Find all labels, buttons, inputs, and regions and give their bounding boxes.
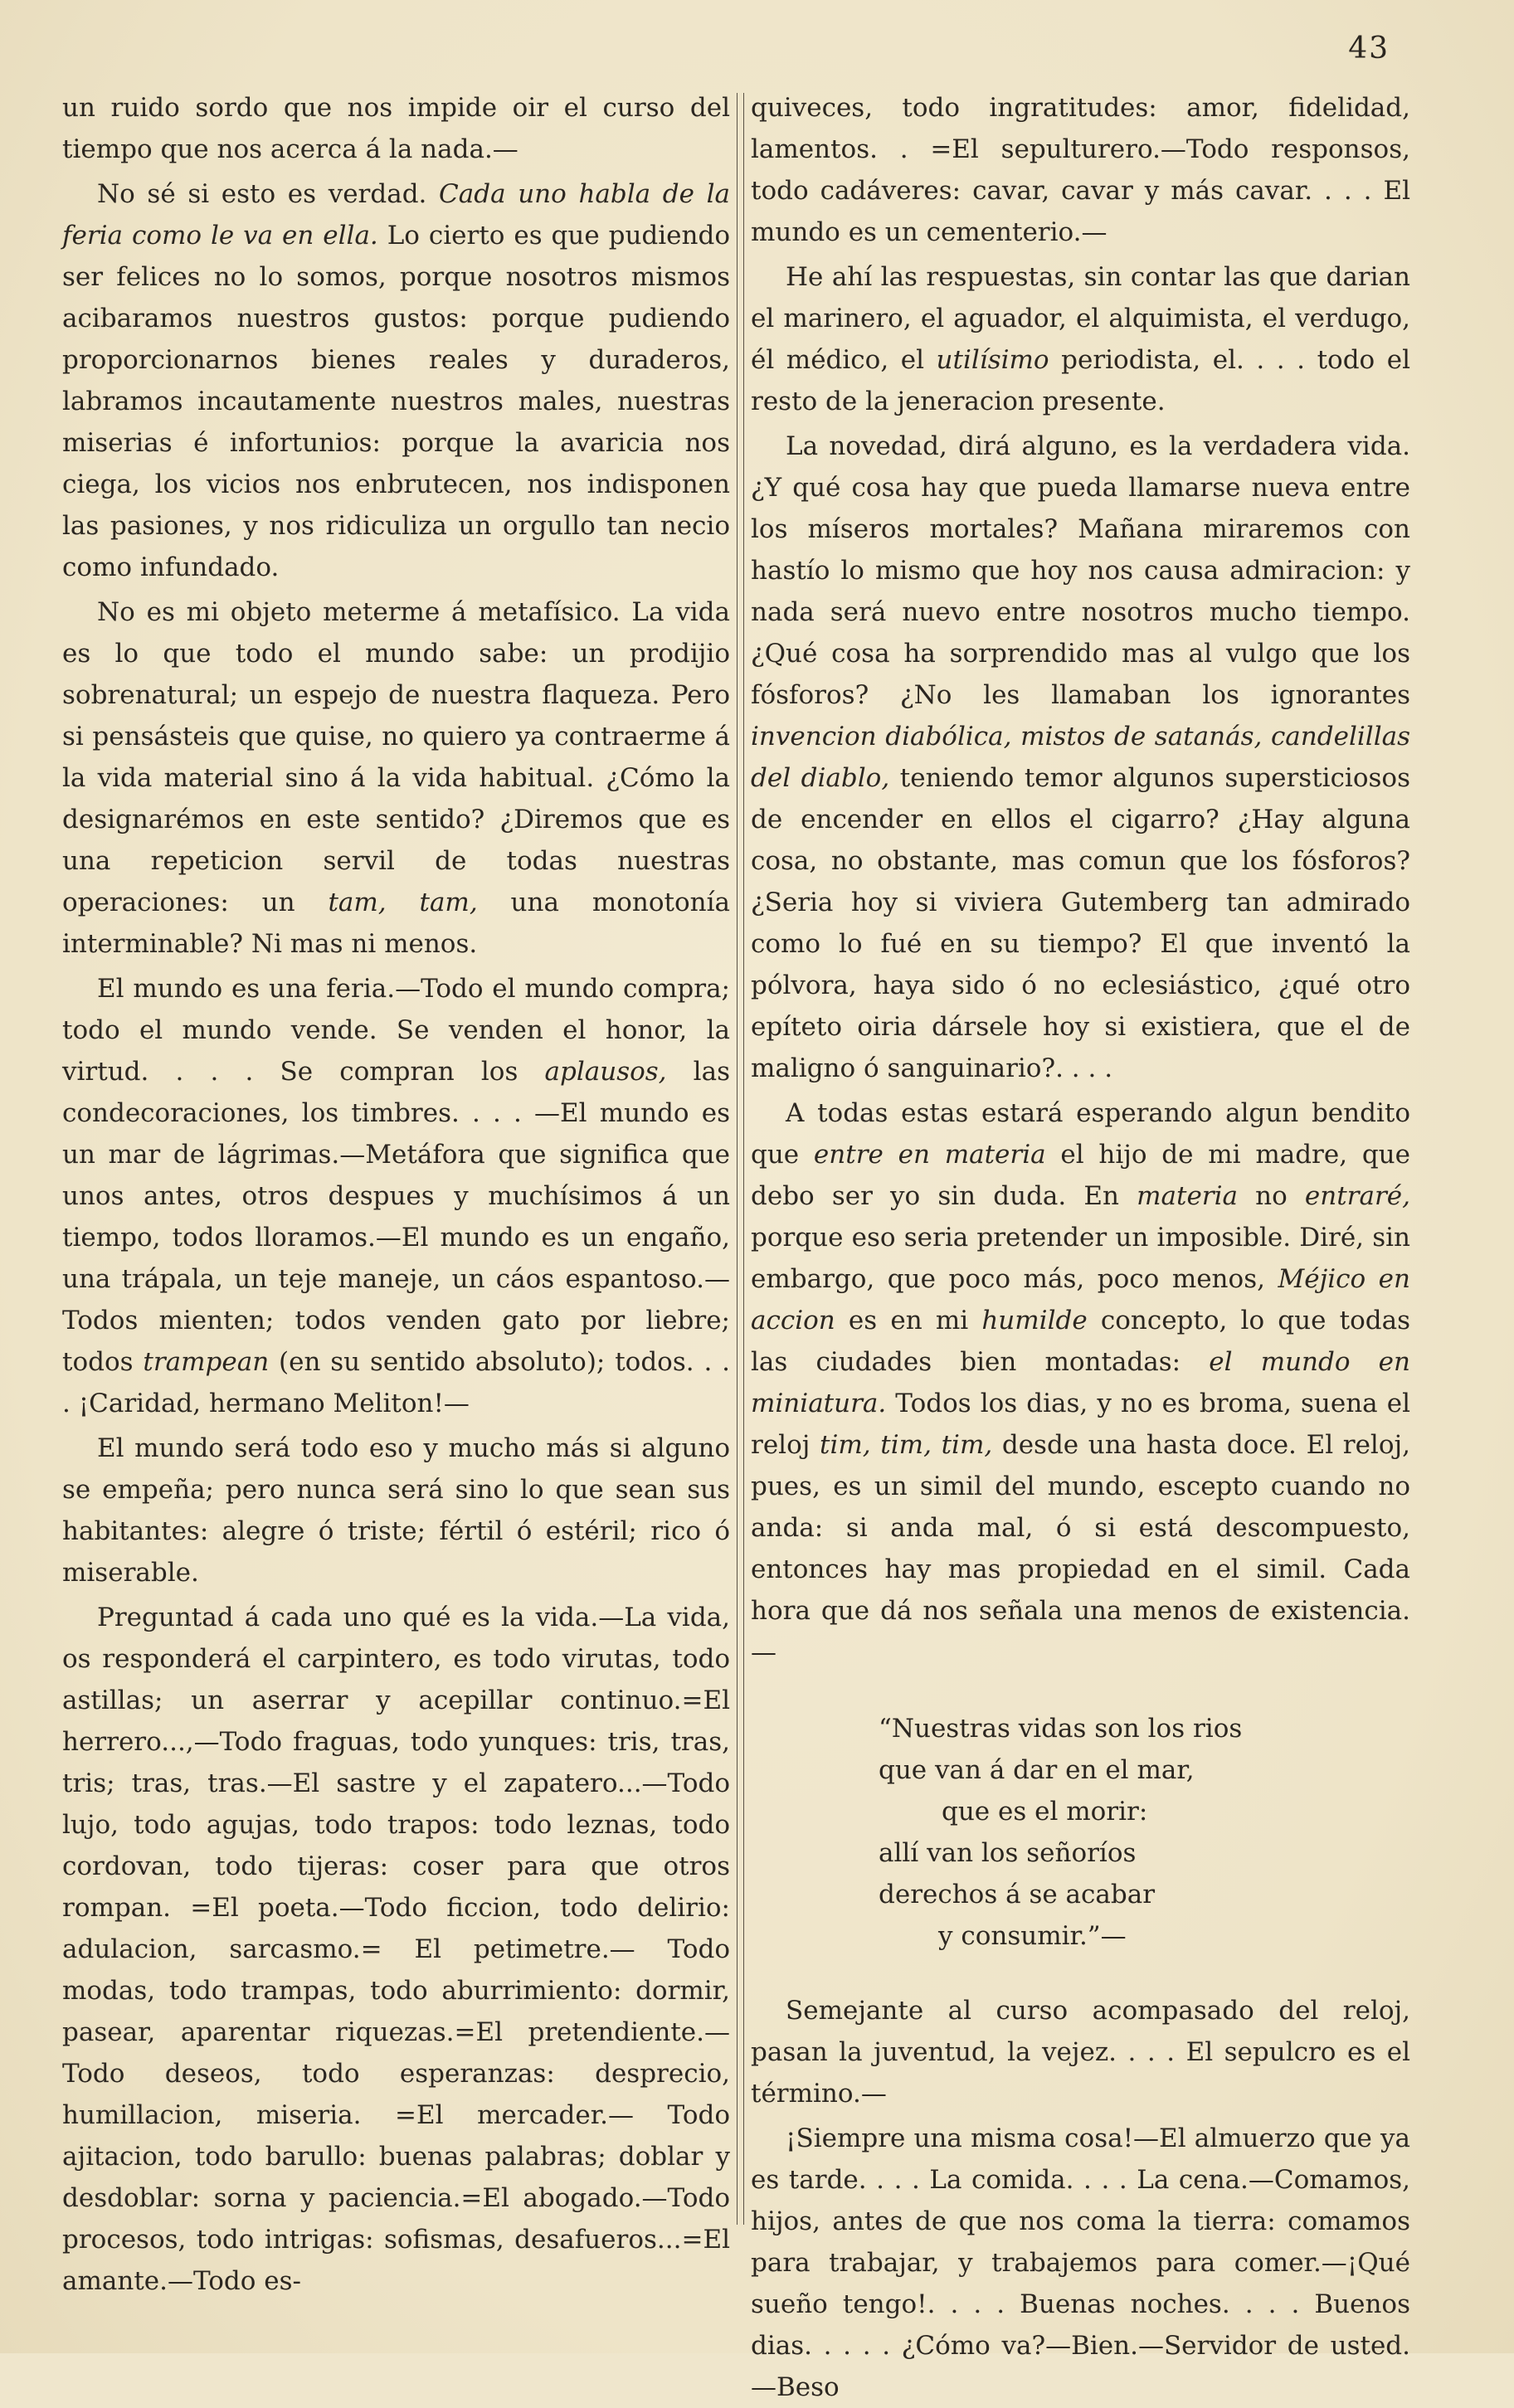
verse-line: “Nuestras vidas son los rios bbox=[879, 1714, 1243, 1744]
text-run: porque eso seria pretender un imposible. Diré, sin embargo, que poco más, poco menos, bbox=[751, 1223, 1410, 1294]
text-run: las condecoraciones, los timbres. . . . —El mundo es un mar de lágrimas.—Metáfora que significa que unos antes, otros despues y muchísimos á un tiempo, todos lloramos.—El mundo es un engaño, una trápala, un teje maneje, un cáos espantoso.—Todos mienten; todos venden gato por liebre; todos bbox=[62, 1057, 730, 1377]
text-run: No es mi objeto meterme á metafísico. La vida es lo que todo el mundo sabe: un prodijio sobrenatural; un espejo de nuestra flaqueza. Pero si pensásteis que quise, no quiero ya contraerme á la vida material sino á la vida habitual. ¿Cómo la designarémos en este sentido? ¿Diremos que es una repeticion servil de todas nuestras operaciones: un bbox=[62, 597, 730, 917]
italic-text: utilísimo bbox=[936, 345, 1049, 375]
italic-text: trampean bbox=[143, 1347, 270, 1377]
verse-line: derechos á se acabar bbox=[879, 1880, 1156, 1909]
paragraph bbox=[751, 1990, 1410, 2114]
italic-text: Cada uno habla de la feria como le va en ella. bbox=[62, 179, 731, 251]
text-run: El mundo será todo eso y mucho más si alguno se empeña; pero nunca será sino lo que sean sus habitantes: alegre ó triste; fértil ó estéril; rico ó miserable. bbox=[62, 1433, 730, 1588]
paragraph bbox=[751, 256, 1410, 422]
text-run: no bbox=[1238, 1181, 1305, 1211]
right-paragraphs-before-verse bbox=[751, 87, 1410, 1673]
text-run: concepto, lo que todas las ciudades bien montadas: bbox=[751, 1306, 1410, 1377]
text-run: Todos los dias, y no es broma, suena el reloj bbox=[751, 1389, 1410, 1460]
text-run: ¡Siempre una misma cosa!—El almuerzo que ya es tarde. . . . La comida. . . . La cena.—Comamos, hijos, antes de que nos coma la tierra: comamos para trabajar, y trabajemos para comer.—¡Qué sueño tengo!. . . . Buenas noches. . . . Buenos dias. . . . . ¿Cómo va?—Bien.—Servidor de usted.—Beso bbox=[751, 2123, 1410, 2402]
italic-text: Méjico en accion bbox=[751, 1264, 1410, 1335]
text-run: A todas estas estará esperando algun bendito que bbox=[751, 1098, 1410, 1170]
verse-quote bbox=[751, 1708, 1410, 1957]
text-run: He ahí las respuestas, sin contar las que darian el marinero, el aguador, el alquimista, el verdugo, él médico, el bbox=[751, 262, 1410, 375]
text-run: Semejante al curso acompasado del reloj, pasan la juventud, la vejez. . . . El sepulcro es el término.— bbox=[751, 1996, 1410, 2109]
verse-line: que es el morir: bbox=[942, 1797, 1148, 1827]
paragraph bbox=[751, 1092, 1410, 1673]
text-run: desde una hasta doce. El reloj, pues, es un simil del mundo, escepto cuando no anda: si anda mal, ó si está descompuesto, entonces hay mas propiedad en el simil. Cada hora que dá nos señala una menos de existencia.— bbox=[751, 1430, 1410, 1667]
paragraph bbox=[62, 173, 730, 588]
verse-line: y consumir.”— bbox=[938, 1921, 1127, 1951]
italic-text: aplausos, bbox=[544, 1057, 667, 1087]
left-column bbox=[62, 87, 730, 2302]
text-run: El mundo es una feria.—Todo el mundo compra; todo el mundo vende. Se venden el honor, la virtud. . . . Se compran los bbox=[62, 974, 730, 1087]
column-divider bbox=[737, 93, 744, 2225]
italic-text: materia bbox=[1137, 1181, 1239, 1211]
italic-text: invencion diabólica, mistos de satanás, candelillas del diablo, bbox=[751, 722, 1410, 793]
verse-line: allí van los señoríos bbox=[879, 1838, 1137, 1868]
text-run: un ruido sordo que nos impide oir el curso del tiempo que nos acerca á la nada.— bbox=[62, 93, 730, 164]
text-run: (en su sentido absoluto); todos. . . . ¡Caridad, hermano Meliton!— bbox=[62, 1347, 730, 1418]
page-number: 43 bbox=[1348, 32, 1390, 66]
text-run: Lo cierto es que pudiendo ser felices no lo somos, porque nosotros mismos acibaramos nuestros gustos: porque pudiendo proporcionarnos bienes reales y duraderos, labramos incautamente nuestros males, nuestras miserias é infortunios: porque la avaricia nos ciega, los vicios nos enbrutecen, nos indisponen las pasiones, y nos ridiculiza un orgullo tan necio como infundado. bbox=[62, 221, 730, 582]
text-run: una monotonía interminable? Ni mas ni menos. bbox=[62, 888, 731, 959]
italic-text: humilde bbox=[981, 1306, 1088, 1335]
italic-text: el mundo en miniatura. bbox=[751, 1347, 1410, 1418]
right-paragraphs-after-verse bbox=[751, 1990, 1410, 2408]
text-run: el hijo de mi madre, que debo ser yo sin duda. En bbox=[751, 1140, 1410, 1211]
italic-text: entraré, bbox=[1304, 1181, 1410, 1211]
text-run: teniendo temor algunos supersticiosos de encender en ellos el cigarro? ¿Hay alguna cosa, no obstante, mas comun que los fósforos? ¿Seria hoy si viviera Gutemberg tan admirado como lo fué en su tiempo? El que inventó la pólvora, haya sido ó no eclesiástico, ¿qué otro epíteto oiria dársele hoy si existiera, que el de maligno ó sanguinario?. . . . bbox=[751, 763, 1410, 1083]
paragraph bbox=[62, 968, 730, 1424]
right-column bbox=[751, 87, 1410, 2408]
text-run: Preguntad á cada uno qué es la vida.—La vida, os responderá el carpintero, es todo virutas, todo astillas; un aserrar y acepillar continuo.=El herrero...,—Todo fraguas, todo yunques: tris, tras, tris; tras, tras.—El sastre y el zapatero...—Todo lujo, todo agujas, todo trapos: todo leznas, todo cordovan, todo tijeras: coser para que otros rompan. =El poeta.—Todo ficcion, todo delirio: adulacion, sarcasmo.= El petimetre.— Todo modas, todo trampas, todo aburrimiento: dormir, pasear, aparentar riquezas.=El pretendiente.—Todo deseos, todo esperanzas: desprecio, humillacion, miseria. =El mercader.— Todo ajitacion, todo barullo: buenas palabras; doblar y desdoblar: sorna y paciencia.=El abogado.—Todo procesos, todo intrigas: sofismas, desafueros...=El amante.—Todo es- bbox=[62, 1603, 730, 2296]
paragraph bbox=[751, 426, 1410, 1089]
paragraph bbox=[62, 1597, 730, 2302]
text-run: No sé si esto es verdad. bbox=[97, 179, 440, 209]
paragraph bbox=[62, 87, 730, 170]
paragraph bbox=[62, 591, 730, 965]
text-run: quiveces, todo ingratitudes: amor, fidelidad, lamentos. . =El sepulturero.—Todo responsos, todo cadáveres: cavar, cavar y más cavar. . . . El mundo es un cementerio.— bbox=[751, 93, 1410, 247]
paragraph bbox=[62, 1428, 730, 1593]
text-run: es en mi bbox=[835, 1306, 982, 1335]
italic-text: tim, tim, tim, bbox=[820, 1430, 993, 1460]
text-run: periodista, el. . . . todo el resto de la jeneracion presente. bbox=[751, 345, 1410, 416]
verse-line: que van á dar en el mar, bbox=[879, 1755, 1195, 1785]
text-run: La novedad, dirá alguno, es la verdadera vida. ¿Y qué cosa hay que pueda llamarse nueva entre los míseros mortales? Mañana miraremos con hastío lo mismo que hoy nos causa admiracion: y nada será nuevo entre nosotros mucho tiempo. ¿Qué cosa ha sorprendido mas al vulgo que los fósforos? ¿No les llamaban los ignorantes bbox=[751, 431, 1410, 710]
paragraph bbox=[751, 2118, 1410, 2408]
paragraph bbox=[751, 87, 1410, 253]
italic-text: tam, tam, bbox=[328, 888, 478, 917]
italic-text: entre en materia bbox=[813, 1140, 1046, 1170]
